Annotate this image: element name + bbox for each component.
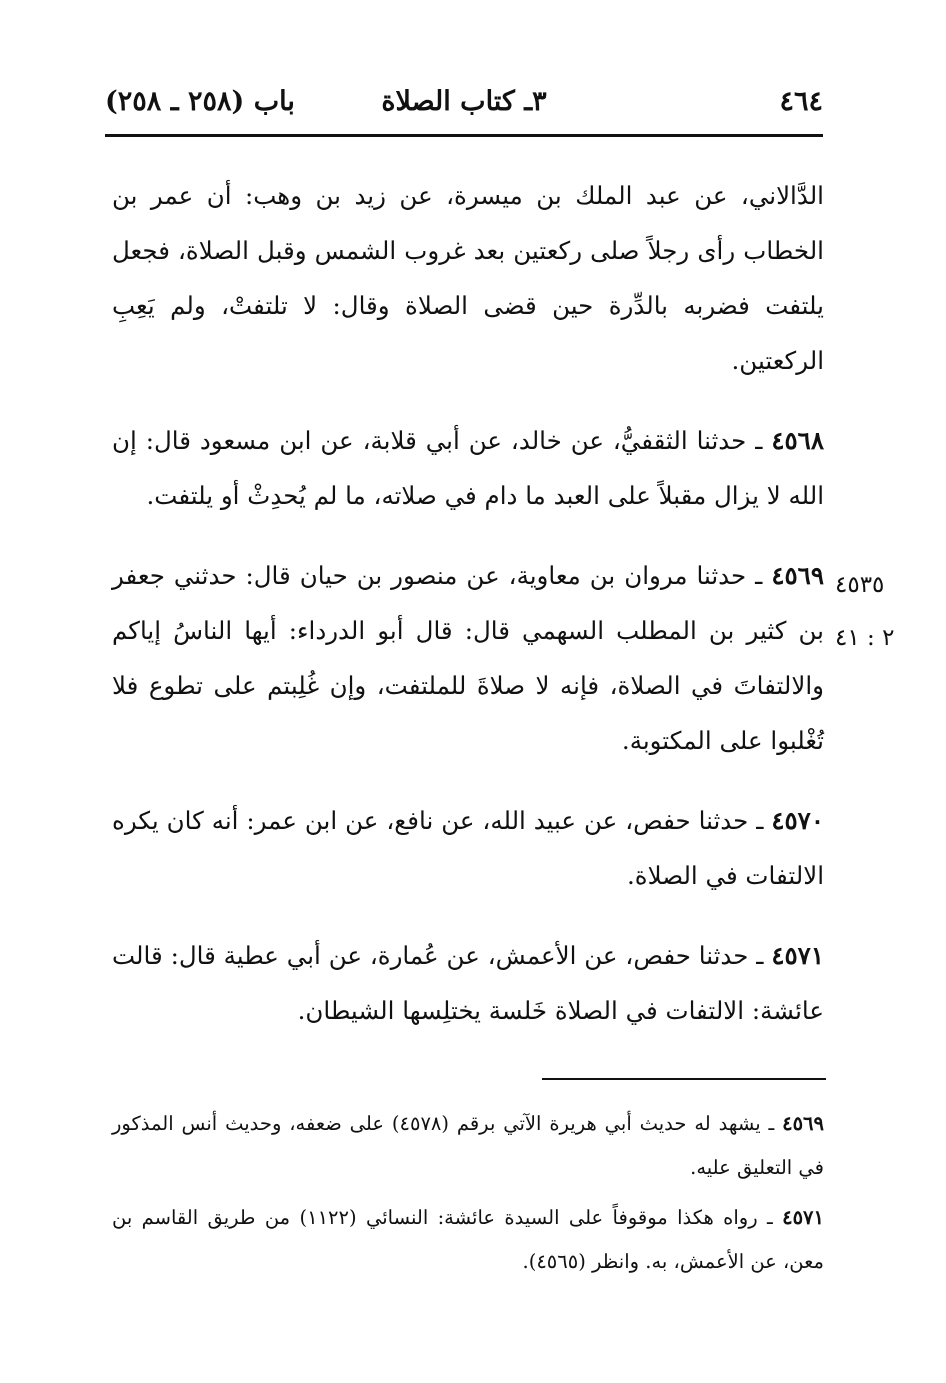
book-title: ٣ـ كتاب الصلاة xyxy=(381,86,547,117)
paragraph-continuation xyxy=(112,168,824,388)
footnotes xyxy=(112,1102,824,1290)
footnote-text: ـ يشهد له حديث أبي هريرة الآتي برقم (٤٥٧٨) على ضعفه، وحديث أنس المذكور في التعليق عليه. xyxy=(112,1112,824,1179)
hadith-paragraph xyxy=(112,548,824,768)
hadith-number: ٤٥٦٨ xyxy=(771,426,824,455)
hadith-paragraph xyxy=(112,928,824,1038)
main-text xyxy=(112,168,824,1063)
hadith-number: ٤٥٧٠ xyxy=(771,806,824,835)
hadith-paragraph xyxy=(112,793,824,903)
page-header xyxy=(105,78,823,137)
hadith-number: ٤٥٧١ xyxy=(771,941,824,970)
footnote xyxy=(112,1102,824,1190)
margin-reference: ٤٥٣٥ xyxy=(835,572,885,598)
chapter-title: باب (٢٥٨ ـ ٢٥٨) xyxy=(105,86,295,117)
footnote-number: ٤٥٦٩ xyxy=(782,1112,824,1135)
footnote xyxy=(112,1196,824,1284)
footnote-text: ـ رواه هكذا موقوفاً على السيدة عائشة: النسائي (١١٢٢) من طريق القاسم بن معن، عن الأعمش، به. وانظر (٤٥٦٥). xyxy=(112,1206,824,1273)
footnote-separator xyxy=(542,1078,826,1080)
hadith-paragraph xyxy=(112,413,824,523)
hadith-text: ـ حدثنا حفص، عن الأعمش، عن عُمارة، عن أبي عطية قال: قالت عائشة: الالتفات في الصلاة خَلسة يختلِسها الشيطان. xyxy=(112,941,824,1025)
page-number: ٤٦٤ xyxy=(779,86,823,117)
paragraph-text: الدَّالاني، عن عبد الملك بن ميسرة، عن زيد بن وهب: أن عمر بن الخطاب رأى رجلاً صلى ركعتين بعد غروب الشمس وقبل الصلاة، فجعل يلتفت فضربه بالدِّرة حين قضى الصلاة وقال: لا تلتفتْ، ولم يَعِبِ الركعتين. xyxy=(112,181,824,375)
margin-reference: ٢ : ٤١ xyxy=(835,625,895,651)
hadith-number: ٤٥٦٩ xyxy=(771,561,824,590)
footnote-number: ٤٥٧١ xyxy=(782,1206,824,1229)
hadith-text: ـ حدثنا حفص، عن عبيد الله، عن نافع، عن ابن عمر: أنه كان يكره الالتفات في الصلاة. xyxy=(112,806,824,890)
hadith-text: ـ حدثنا مروان بن معاوية، عن منصور بن حيان قال: حدثني جعفر بن كثير بن المطلب السهمي قال: قال أبو الدرداء: أيها الناسُ إياكم والالتفاتَ في الصلاة، فإنه لا صلاةَ للملتفت، وإن غُلِبتم على تطوع فلا تُغْلبوا على المكتوبة. xyxy=(112,561,824,755)
hadith-text: ـ حدثنا الثقفيُّ، عن خالد، عن أبي قلابة، عن ابن مسعود قال: إن الله لا يزال مقبلاً على العبد ما دام في صلاته، ما لم يُحدِثْ أو يلتفت. xyxy=(112,426,824,510)
